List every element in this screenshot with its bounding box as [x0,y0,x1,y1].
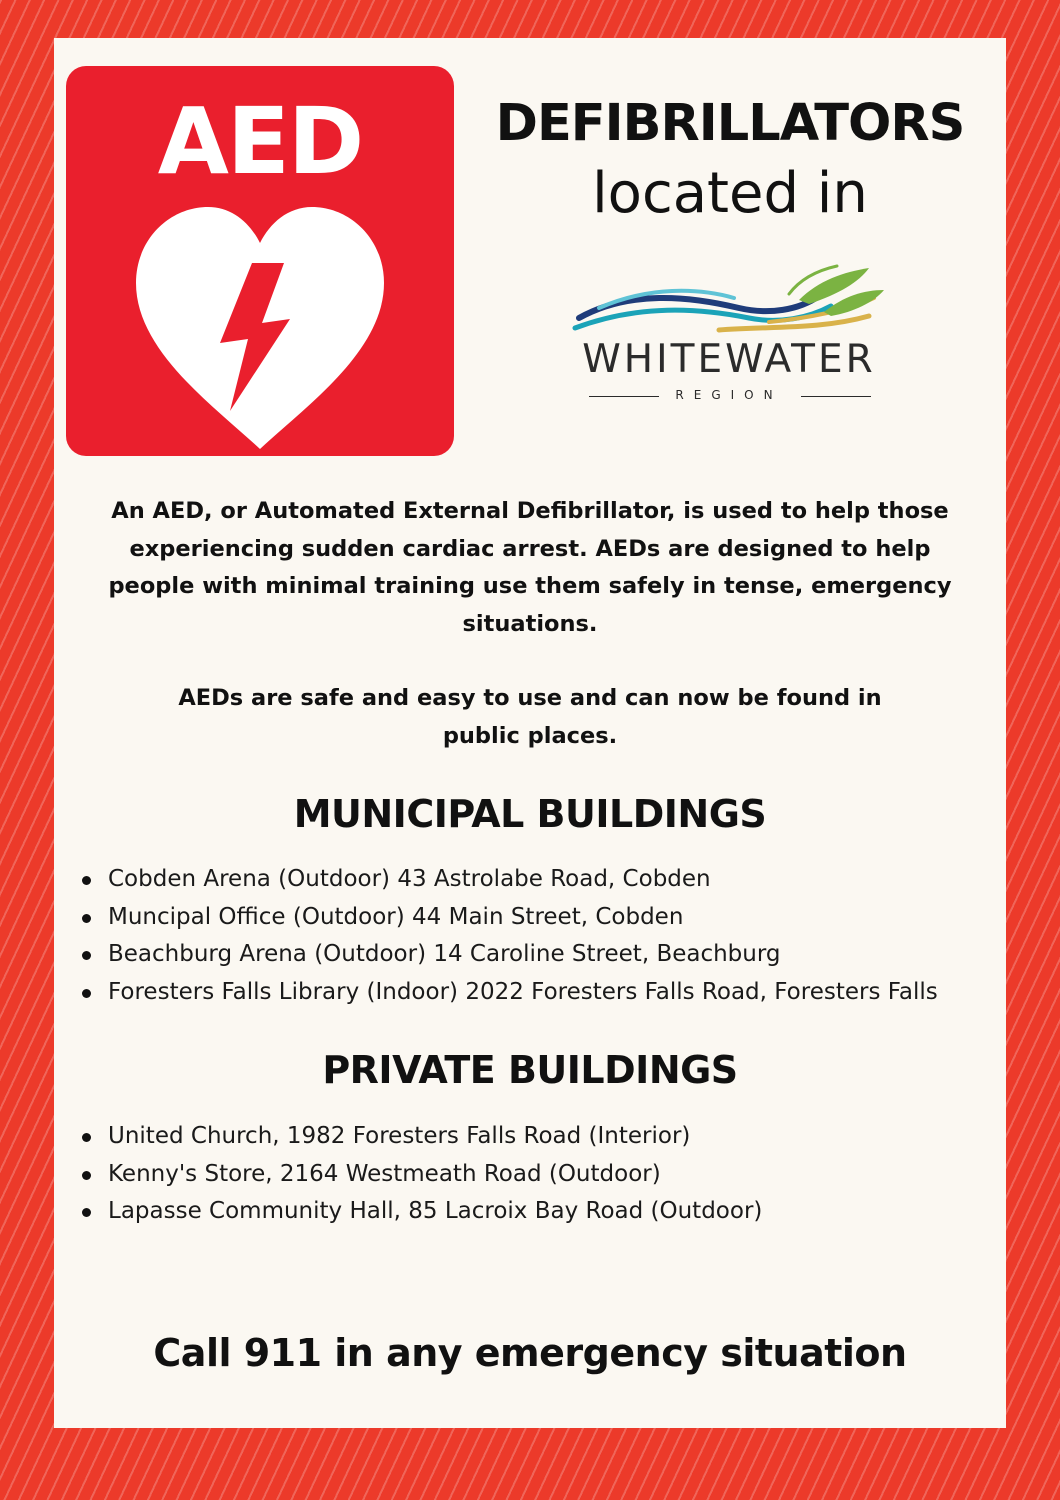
title-block [454,92,1006,226]
intro-paragraph-1: An AED, or Automated External Defibrillator, is used to help those experiencing sudden cardiac arrest. AEDs are designed to help people with minimal training use them safely in tense, emergency situations. [108,498,952,637]
list-item: Beachburg Arena (Outdoor) 14 Caroline Street, Beachburg [76,936,1006,974]
aed-sign [66,66,454,456]
list-item: Kenny's Store, 2164 Westmeath Road (Outdoor) [76,1156,1006,1194]
logo-name: WHITEWATER [582,337,876,382]
list-item: Muncipal Office (Outdoor) 44 Main Street, Cobden [76,899,1006,937]
municipal-heading: MUNICIPAL BUILDINGS [293,792,767,836]
whitewater-region-logo [569,260,889,410]
aed-sign-label: AED [157,88,363,195]
intro-text [74,493,986,755]
page-title: DEFIBRILLATORS [495,94,965,153]
list-item: United Church, 1982 Foresters Falls Road (Interior) [76,1118,1006,1156]
private-list [76,1118,1006,1231]
logo-divider-right [801,396,871,397]
page-subtitle: located in [592,160,868,226]
list-item: Lapasse Community Hall, 85 Lacroix Bay Road (Outdoor) [76,1193,1006,1231]
logo-tagline: REGION [675,388,783,402]
waves-leaves-icon [569,260,889,340]
list-item: Foresters Falls Library (Indoor) 2022 Foresters Falls Road, Foresters Falls [76,974,1006,1012]
poster-card [54,38,1006,1428]
intro-paragraph-2: AEDs are safe and easy to use and can now be found in public places. [178,685,882,749]
municipal-list [76,861,1006,1011]
heart-lightning-icon [134,201,386,451]
list-item: Cobden Arena (Outdoor) 43 Astrolabe Road, Cobden [76,861,1006,899]
emergency-call-text: Call 911 in any emergency situation [153,1331,907,1375]
private-heading: PRIVATE BUILDINGS [322,1048,738,1092]
